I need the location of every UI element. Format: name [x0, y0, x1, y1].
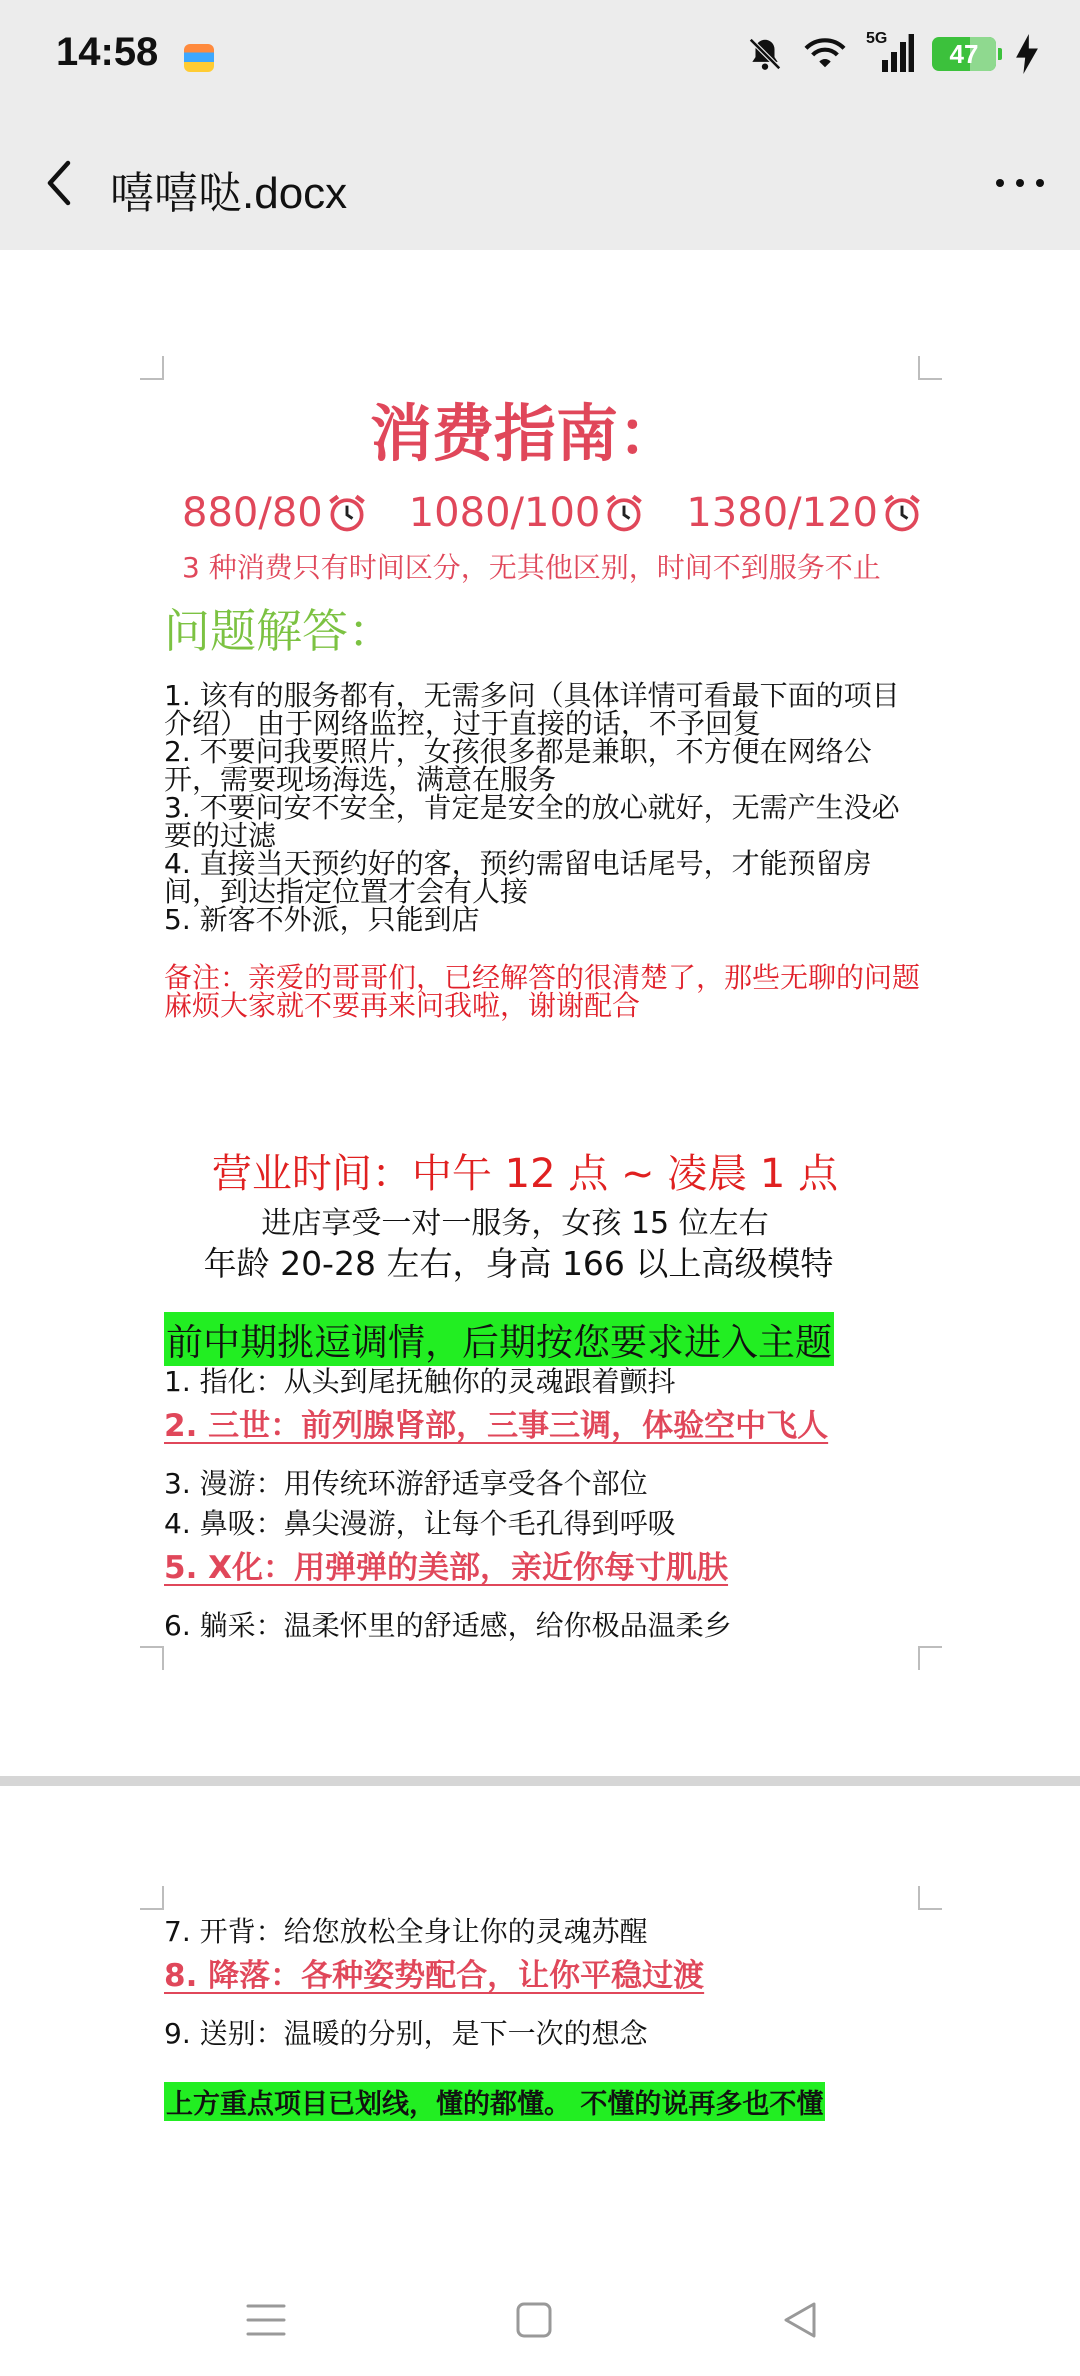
crop-mark — [918, 1886, 942, 1910]
list-item: 1. 指化：从头到尾抚触你的灵魂跟着颤抖 — [164, 1365, 676, 1398]
service-line: 年龄 20-28 左右，身高 166 以上高级模特 — [203, 1244, 834, 1283]
list-item: 7. 开背：给您放松全身让你的灵魂苏醒 — [164, 1915, 648, 1948]
signal-icon — [866, 30, 914, 74]
status-time: 14:58 — [56, 30, 159, 74]
alarm-clock-icon — [325, 491, 369, 535]
qa-item: 4. 直接当天预约好的客，预约需留电话尾号，才能预留房间，到达指定位置才会有人接 — [164, 847, 872, 908]
menu-button[interactable] — [236, 2290, 296, 2350]
price-item — [686, 490, 924, 536]
qa-item: 3. 不要问安不安全，肯定是安全的放心就好，无需产生没必要的过滤 — [164, 791, 900, 852]
status-icons — [746, 30, 1040, 78]
price-row — [182, 490, 924, 536]
more-options-button[interactable] — [990, 155, 1050, 211]
alarm-clock-icon — [602, 491, 646, 535]
qa-list — [164, 679, 924, 936]
page-separator — [0, 1776, 1080, 1786]
main-title: 消费指南： — [369, 397, 680, 470]
service-line: 进店享受一对一服务，女孩 15 位左右 — [261, 1206, 769, 1241]
list-item: 9. 送别：温暖的分别，是下一次的想念 — [164, 2017, 648, 2050]
price-value: 880/80 — [182, 490, 323, 536]
home-button[interactable] — [504, 2290, 564, 2350]
document-view[interactable] — [0, 250, 1080, 2270]
qa-title: 问题解答： — [164, 604, 394, 658]
list-item: 6. 躺采：温柔怀里的舒适感，给你极品温柔乡 — [164, 1609, 732, 1642]
charging-icon — [1014, 34, 1040, 74]
battery-level: 47 — [949, 38, 979, 69]
qa-item: 5. 新客不外派，只能到店 — [164, 903, 480, 936]
battery-icon — [932, 37, 996, 71]
qa-item: 1. 该有的服务都有，无需多问（具体详情可看最下面的项目介绍） 由于网络监控，过于直接的话，不予回复 — [164, 679, 900, 740]
price-value: 1380/120 — [686, 490, 878, 536]
more-dots-icon — [990, 155, 1050, 211]
mute-bell-icon — [746, 35, 784, 73]
price-item — [409, 490, 647, 536]
price-note: 3 种消费只有时间区分，无其他区别，时间不到服务不止 — [182, 551, 881, 584]
list-item-underlined: 5. X化：用弹弹的美部，亲近你每寸肌肤 — [164, 1550, 729, 1586]
list-item: 3. 漫游：用传统环游舒适享受各个部位 — [164, 1467, 648, 1500]
highlight-banner: 前中期挑逗调情，后期按您要求进入主题 — [164, 1312, 834, 1366]
document-title: 嘻嘻哒.docx — [110, 169, 348, 218]
price-item — [182, 490, 369, 536]
home-icon — [504, 2290, 564, 2350]
system-back-button[interactable] — [770, 2290, 830, 2350]
app-notification-icon — [184, 44, 214, 72]
crop-mark — [918, 356, 942, 380]
crop-mark — [140, 356, 164, 380]
network-label: 5G — [866, 30, 888, 47]
title-bar — [0, 115, 1080, 250]
wifi-icon — [802, 35, 848, 73]
price-value: 1080/100 — [408, 490, 601, 536]
chevron-left-icon — [30, 153, 90, 213]
list-item-underlined: 8. 降落：各种姿势配合，让你平稳过渡 — [164, 1958, 705, 1994]
list-item-underlined: 2. 三世：前列腺肾部，三事三调，体验空中飞人 — [164, 1408, 829, 1444]
crop-mark — [140, 1646, 164, 1670]
qa-item: 2. 不要问我要照片，女孩很多都是兼职，不方便在网络公开，需要现场海选，满意在服务 — [164, 735, 872, 796]
highlight-banner: 上方重点项目已划线，懂的都懂。 不懂的说再多也不懂 — [164, 2082, 825, 2121]
alarm-clock-icon — [880, 491, 924, 535]
remark-note: 备注：亲爱的哥哥们，已经解答的很清楚了，那些无聊的问题麻烦大家就不要再来问我啦，谢谢配合 — [164, 961, 921, 1022]
menu-icon — [236, 2290, 296, 2350]
back-triangle-icon — [770, 2290, 830, 2350]
business-hours: 营业时间：中午 12 点 ~ 凌晨 1 点 — [211, 1151, 839, 1197]
crop-mark — [918, 1646, 942, 1670]
list-item: 4. 鼻吸：鼻尖漫游，让每个毛孔得到呼吸 — [164, 1507, 676, 1540]
status-bar — [0, 0, 1080, 115]
navigation-bar — [0, 2270, 1080, 2376]
crop-mark — [140, 1886, 164, 1910]
back-button[interactable] — [30, 153, 90, 213]
